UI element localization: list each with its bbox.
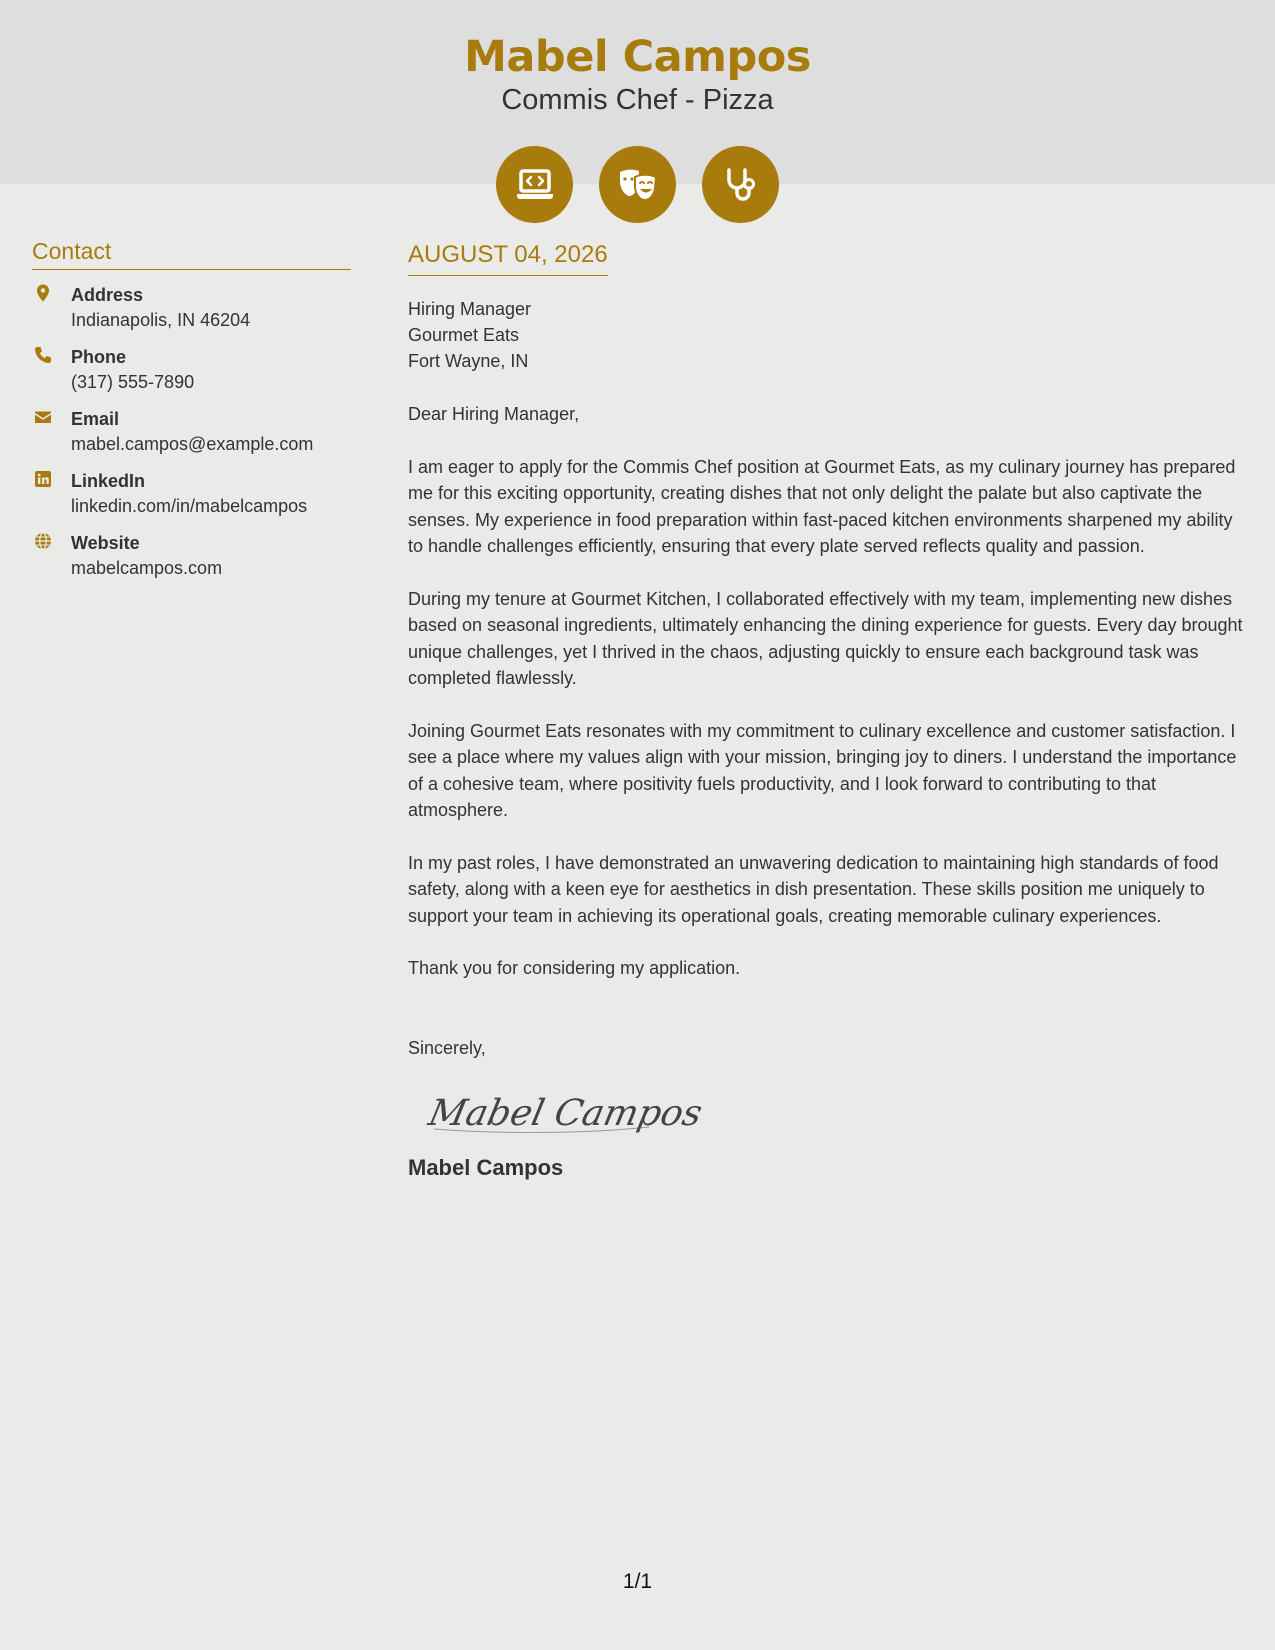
letter-paragraph: During my tenure at Gourmet Kitchen, I collaborated effectively with my team, implementing new dishes based on seasonal ingredients, ultimately enhancing the dining experience for guests. Every day brought unique challenges, yet I thrived in the chaos, adjusting quickly to ensure each background task was completed flawlessly. [408, 588, 1243, 688]
signer-name: Mabel Campos [408, 1155, 564, 1180]
recipient-line: Hiring Manager [408, 299, 532, 319]
website-value: mabelcampos.com [71, 558, 223, 578]
address-value: Indianapolis, IN 46204 [71, 310, 251, 330]
phone-icon [34, 346, 52, 364]
email-value: mabel.campos@example.com [71, 434, 314, 454]
recipient-block [408, 296, 1248, 374]
contact-linkedin [32, 468, 351, 518]
closing: Sincerely, [408, 1037, 486, 1058]
badge-stethoscope [702, 146, 779, 223]
badge-masks [599, 146, 676, 223]
recipient-line: Fort Wayne, IN [408, 351, 529, 371]
letter-paragraph: Thank you for considering my application. [408, 958, 741, 978]
website-label: Website [71, 533, 140, 553]
interest-badges [496, 146, 779, 223]
contact-address [32, 282, 351, 332]
page-number: 1/1 [622, 1570, 653, 1593]
address-label: Address [71, 285, 144, 305]
linkedin-label: LinkedIn [71, 471, 146, 491]
letter-paragraph: I am eager to apply for the Commis Chef position at Gourmet Eats, as my culinary journey has prepared me for this exciting opportunity, creating dishes that not only delight the palate but also captivate the senses. My experience in food preparation within fast-paced kitchen environments sharpened my ability to handle challenges efficiently, ensuring that every plate served reflects quality and passion. [408, 456, 1236, 556]
contact-website [32, 530, 351, 580]
map-marker-icon [34, 284, 52, 302]
theater-masks-icon [618, 168, 658, 202]
globe-icon [34, 532, 52, 550]
svg-text:Mabel Campos: Mabel Campos [425, 1091, 707, 1134]
contact-heading: Contact [32, 238, 351, 270]
letter-paragraph: Joining Gourmet Eats resonates with my commitment to culinary excellence and customer satisfaction. I see a place where my values align with your mission, bringing joy to diners. I understand the importance of a cohesive team, where positivity fuels productivity, and I look forward to contributing to that atmosphere. [408, 720, 1237, 820]
linkedin-value: linkedin.com/in/mabelcampos [71, 496, 308, 516]
cover-letter [408, 240, 1248, 1182]
applicant-name: Mabel Campos [464, 32, 811, 82]
letter-date: AUGUST 04, 2026 [408, 240, 608, 276]
badge-laptop [496, 146, 573, 223]
job-title: Commis Chef - Pizza [501, 84, 774, 116]
envelope-icon [34, 408, 52, 426]
contact-phone [32, 344, 351, 394]
contact-email [32, 406, 351, 456]
salutation: Dear Hiring Manager, [408, 404, 580, 424]
recipient-line: Gourmet Eats [408, 325, 520, 345]
linkedin-icon [34, 470, 52, 488]
email-label: Email [71, 409, 120, 429]
laptop-code-icon [516, 168, 554, 202]
letter-paragraph: In my past roles, I have demonstrated an unwavering dedication to maintaining high standards of food safety, along with a keen eye for aesthetics in dish presentation. These skills position me uniquely to support your team in achieving its operational goals, creating memorable culinary experiences. [408, 852, 1219, 926]
handwritten-signature [424, 1083, 1248, 1143]
contact-sidebar [32, 238, 351, 580]
phone-label: Phone [71, 347, 127, 367]
phone-value: (317) 555-7890 [71, 372, 195, 392]
stethoscope-icon [724, 167, 758, 203]
